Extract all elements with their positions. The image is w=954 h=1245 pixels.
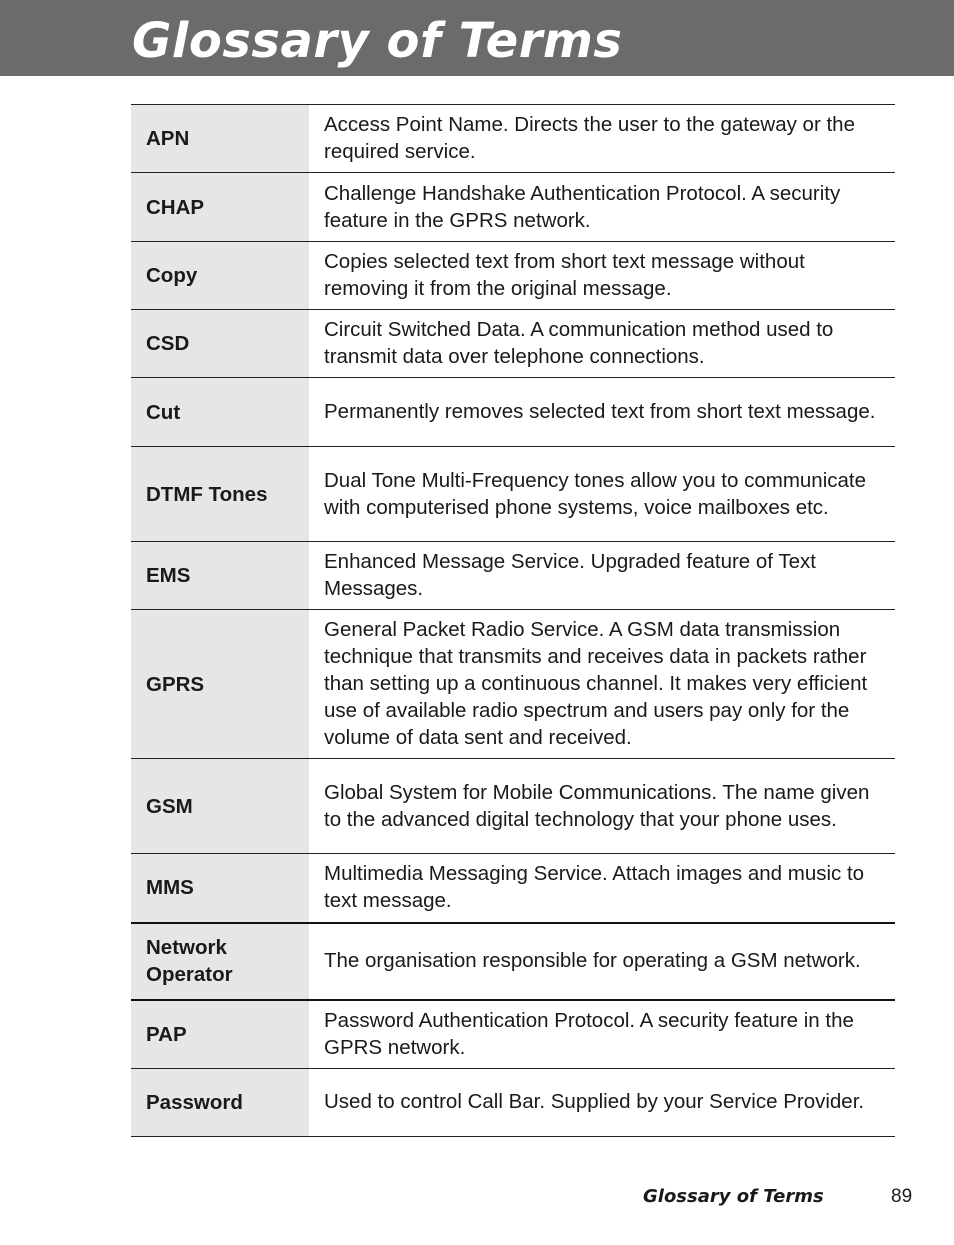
glossary-definition: Password Authentication Protocol. A security feature in the GPRS network. — [309, 1000, 895, 1069]
glossary-row — [131, 542, 895, 610]
glossary-row — [131, 242, 895, 310]
page-title: Glossary of Terms — [132, 13, 623, 69]
page-number: 89 — [891, 1186, 913, 1207]
glossary-definition: Global System for Mobile Communications. The name given to the advanced digital technology that your phone uses. — [309, 759, 895, 854]
glossary-definition: Circuit Switched Data. A communication method used to transmit data over telephone connections. — [309, 310, 895, 378]
glossary-definition: General Packet Radio Service. A GSM data transmission technique that transmits and receives data in packets rather than setting up a continuous channel. It makes very efficient use of available radio spectrum and users pay only for the volume of data sent and received. — [309, 610, 895, 759]
footer-title: Glossary of Terms — [643, 1186, 824, 1207]
glossary-term: Password — [131, 1068, 309, 1136]
glossary-term: EMS — [131, 542, 309, 610]
glossary-definition: Used to control Call Bar. Supplied by your Service Provider. — [309, 1068, 895, 1136]
glossary-row — [131, 310, 895, 378]
glossary-definition: Dual Tone Multi-Frequency tones allow you to communicate with computerised phone systems, voice mailboxes etc. — [309, 447, 895, 542]
glossary-row — [131, 923, 895, 1000]
glossary-row — [131, 759, 895, 854]
glossary-row — [131, 378, 895, 447]
header-bar — [0, 0, 954, 76]
glossary-term: DTMF Tones — [131, 447, 309, 542]
glossary-row — [131, 105, 895, 173]
glossary-definition: Challenge Handshake Authentication Protocol. A security feature in the GPRS network. — [309, 173, 895, 242]
glossary-row — [131, 173, 895, 242]
glossary-definition: The organisation responsible for operating a GSM network. — [309, 923, 895, 1000]
glossary-row — [131, 610, 895, 759]
glossary-definition: Multimedia Messaging Service. Attach images and music to text message. — [309, 854, 895, 923]
glossary-definition: Permanently removes selected text from short text message. — [309, 378, 895, 447]
glossary-term: MMS — [131, 854, 309, 923]
glossary-term: PAP — [131, 1000, 309, 1069]
glossary-term: Network Operator — [131, 923, 309, 1000]
glossary-term: CSD — [131, 310, 309, 378]
glossary-term: CHAP — [131, 173, 309, 242]
glossary-row — [131, 1000, 895, 1069]
glossary-term: Cut — [131, 378, 309, 447]
glossary-term: Copy — [131, 242, 309, 310]
glossary-term: GPRS — [131, 610, 309, 759]
glossary-definition: Access Point Name. Directs the user to the gateway or the required service. — [309, 105, 895, 173]
glossary-row — [131, 447, 895, 542]
glossary-table — [131, 104, 895, 1137]
glossary-term: APN — [131, 105, 309, 173]
glossary-definition: Enhanced Message Service. Upgraded feature of Text Messages. — [309, 542, 895, 610]
glossary-definition: Copies selected text from short text message without removing it from the original message. — [309, 242, 895, 310]
glossary-term: GSM — [131, 759, 309, 854]
glossary-row — [131, 854, 895, 923]
glossary-row — [131, 1068, 895, 1136]
